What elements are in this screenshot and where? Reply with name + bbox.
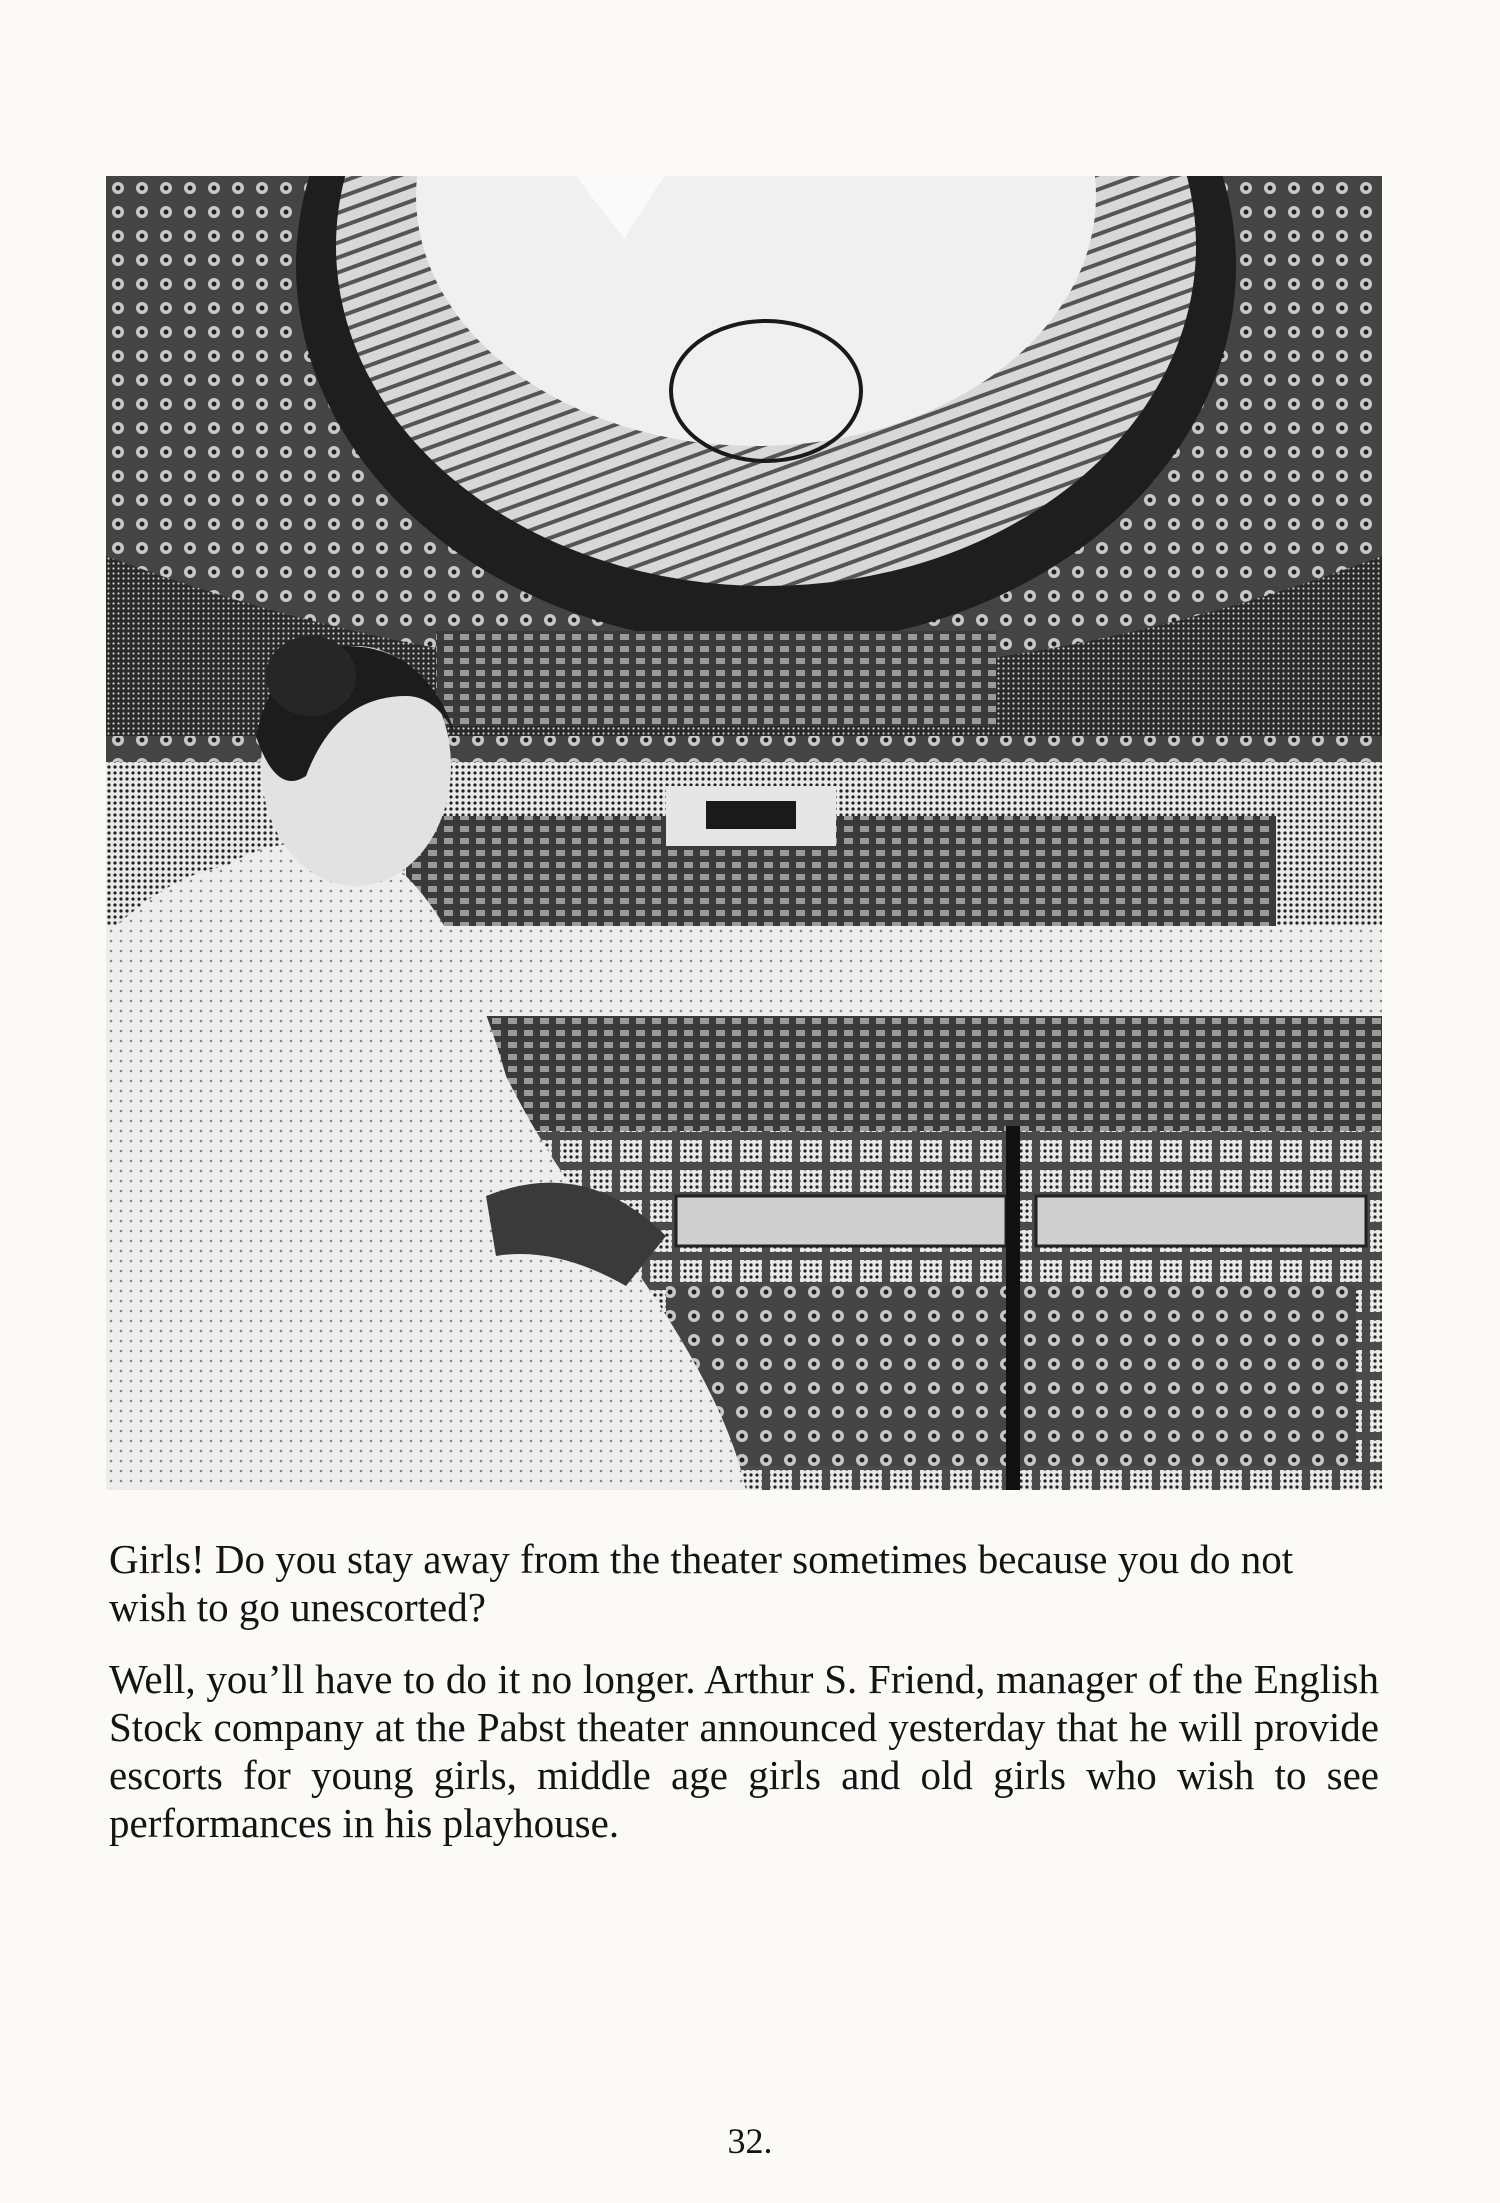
paragraph-2: Well, you’ll have to do it no longer. Arthur S. Friend, manager of the English Stock company at the Pabst theater announced yesterday that he will provide escorts for young girls, middle age girls and old girls who wish to see performances in his playhouse. [109, 1656, 1379, 1846]
paragraph-1: Girls! Do you stay away from the theater sometimes because you do not wish to go unescorted? [109, 1536, 1294, 1630]
theater-interior-photo [106, 176, 1382, 1490]
halftone-photo-icon [106, 176, 1382, 1490]
article-text [109, 1535, 1379, 1871]
page-number: 32. [727, 2121, 773, 2161]
